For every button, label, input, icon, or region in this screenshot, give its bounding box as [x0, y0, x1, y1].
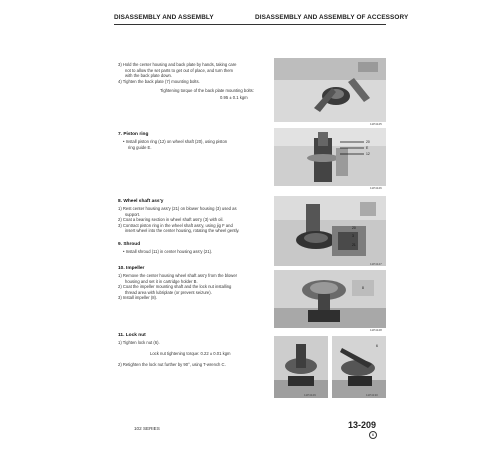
step4-torque-label: Tightening torque of the back plate mounting bolts:	[160, 88, 254, 93]
section10-line2: housing and set it in cartridge holder B.	[125, 278, 198, 284]
section7-title: 7. Piston ring	[118, 132, 149, 137]
footer-page-number: 13-209	[348, 420, 377, 430]
step4-line1: 4) Tighten the back plate (7) mounting bolts.	[118, 79, 200, 84]
photo-piston-ring	[274, 128, 386, 186]
section10-line3: 2) Coat the impeller mounting shaft and the lock nut installing	[118, 284, 232, 290]
header-right: DISASSEMBLY AND ASSEMBLY OF ACCESSORY	[255, 14, 409, 21]
section8-title: 8. Wheel shaft ass'y	[118, 199, 164, 204]
section8-line4: 3) Contract piston ring in the wheel shaft ass'y, using jig F and	[118, 222, 233, 228]
section11-torque: Lock nut tightening torque: 0.22 ± 0.01 kgm	[150, 351, 231, 356]
figure-label-3: 11P4127	[370, 262, 382, 266]
step3-line3: with the back plate down.	[125, 73, 173, 79]
section10-title: 10. Impeller	[118, 266, 145, 271]
callout-20: 20	[366, 140, 370, 144]
section7-line1: • Install piston ring (12) on wheel shaft (20), using piston	[123, 139, 228, 144]
figure-label-4: 11P4128	[370, 328, 382, 332]
footer-revision-mark: 6	[369, 431, 377, 439]
step3-line2: not to allow the set parts to get out of place, and turn them	[125, 67, 234, 73]
photo-lock-nut-1	[274, 336, 328, 398]
section9-line1: • Install shroud (11) in center housing ass'y (21).	[123, 249, 213, 254]
photo-back-plate	[274, 58, 386, 122]
section10-line1: 1) Remove the center housing wheel shaft ass'y from the blower	[118, 273, 238, 278]
callout-12: 12	[366, 152, 370, 156]
figure-label-6: 11P4130	[366, 393, 378, 397]
figure-label-5: 11P4129	[304, 393, 316, 397]
callout-20-b: 20	[352, 226, 356, 230]
callout-6: 6	[376, 344, 378, 348]
section8-line3: 2) Coat a bearing section in wheel shaft ass'y (3) with oil.	[118, 217, 224, 223]
section10-line5: 3) Install impeller (8).	[118, 295, 158, 301]
section9-title: 9. Shroud	[118, 242, 141, 247]
callout-8: 8	[362, 286, 364, 290]
section7-line2: ring guide E.	[128, 144, 152, 150]
section8-line1: 1) Rest center housing ass'y (21) on blower housing (3) used as	[118, 206, 237, 211]
section8-line5: insert wheel into the center housing, rotating the wheel gently.	[125, 228, 240, 234]
callout-3: 3	[352, 234, 354, 238]
section11-title: 11. Lock nut	[118, 333, 146, 338]
section11-line1: 1) Tighten lock nut (6).	[118, 340, 160, 345]
figure-label-2: 11P4126	[370, 186, 382, 190]
footer-series: 102 SERIES	[134, 426, 160, 431]
photo-wheel-shaft	[274, 196, 386, 266]
header-rule	[114, 24, 386, 25]
header-left: DISASSEMBLY AND ASSEMBLY	[114, 14, 214, 21]
section10-line4: thread area with lubriplate (or prevent seizure).	[125, 289, 212, 295]
photo-impeller	[274, 270, 386, 328]
step3-line1: 3) Hold the center housing and back plate by hands, taking care	[118, 62, 237, 67]
step4-torque-value: 0.95 ± 0.1 kgm	[220, 95, 248, 100]
section11-line2: 2) Retighten the lock nut further by 90°, using T-wrench C.	[118, 362, 226, 367]
figure-label-1: 11P4125	[370, 122, 382, 126]
callout-21: 21	[352, 243, 356, 247]
callout-e: E	[366, 146, 369, 150]
section8-line2: support.	[125, 211, 141, 217]
